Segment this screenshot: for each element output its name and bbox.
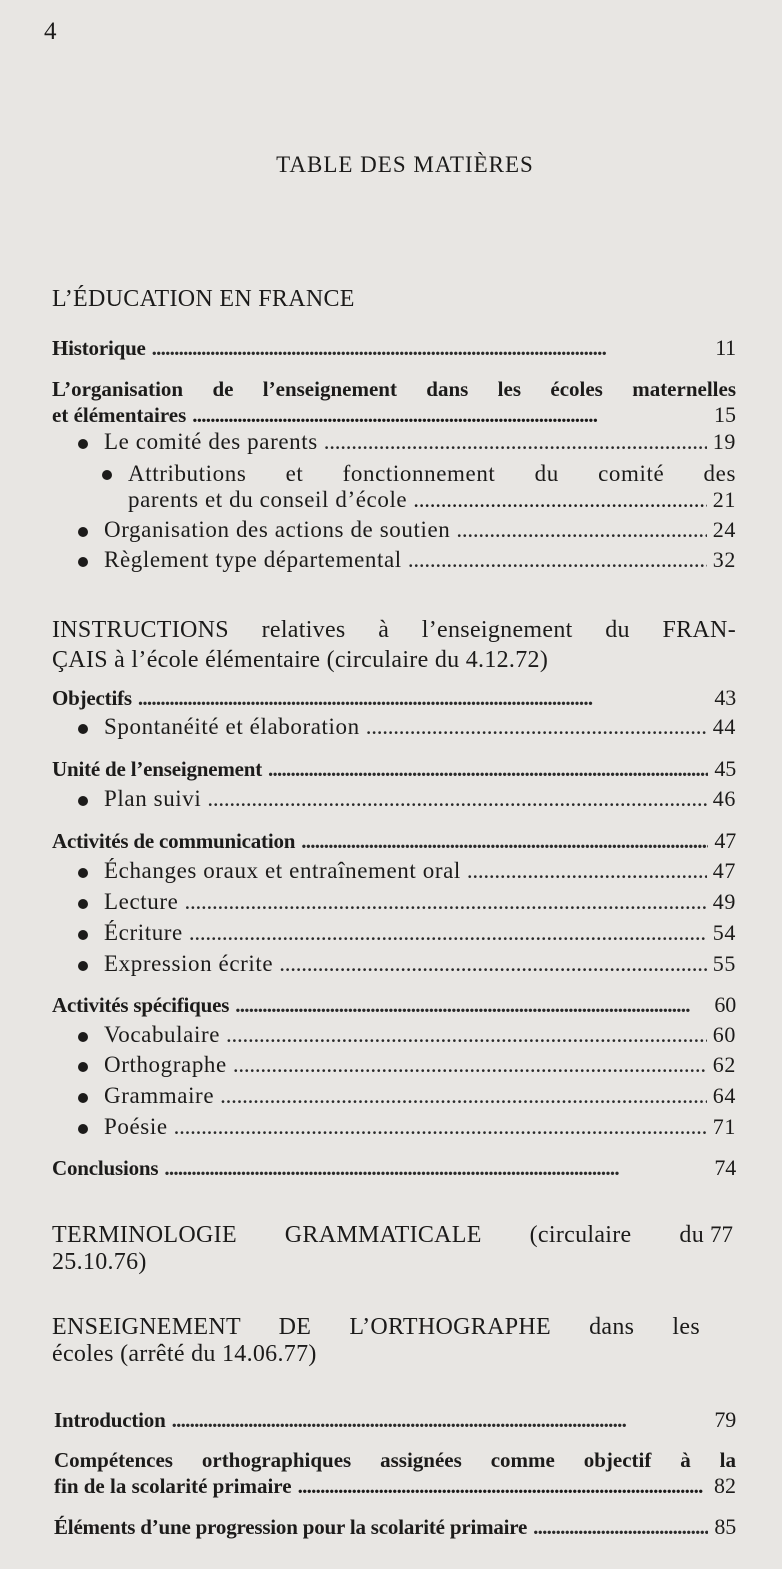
toc-label: Activités de communication xyxy=(52,829,296,853)
toc-page: 79 xyxy=(714,1407,736,1432)
toc-page: 32 xyxy=(712,547,736,572)
section-heading-terminologie[interactable] xyxy=(52,1220,704,1274)
toc-label-line1: Compétences orthographiques assignées comme objectif à la xyxy=(54,1448,736,1472)
toc-label-line1: Attributions et fonctionnement du comité des xyxy=(128,461,736,486)
leader-dots xyxy=(413,488,707,512)
bullet-icon xyxy=(78,527,88,537)
toc-label-line2: fin de la scolarité primaire xyxy=(54,1474,292,1498)
section-heading-orthographe xyxy=(52,1312,700,1366)
leader-dots xyxy=(366,712,707,742)
leader-dots xyxy=(456,515,706,545)
toc-entry-ecriture[interactable] xyxy=(104,918,736,948)
toc-entry-poesie[interactable] xyxy=(104,1112,736,1142)
toc-page: 43 xyxy=(714,685,736,710)
toc-entry-orthographe[interactable] xyxy=(104,1050,736,1080)
toc-page: 60 xyxy=(712,1022,736,1047)
leader-dots xyxy=(152,333,710,363)
bullet-icon xyxy=(78,557,88,567)
leader-dots xyxy=(235,990,708,1020)
bullet-icon xyxy=(78,961,88,971)
bullet-icon xyxy=(78,1093,88,1103)
toc-label: Lecture xyxy=(104,889,179,914)
toc-page: 44 xyxy=(712,714,736,739)
toc-page: 85 xyxy=(714,1514,736,1539)
toc-page: 11 xyxy=(715,335,736,360)
toc-label: Écriture xyxy=(104,920,183,945)
toc-entry-introduction[interactable] xyxy=(54,1405,736,1435)
section-heading-line2: écoles (arrêté du 14.06.77) xyxy=(52,1341,317,1367)
leader-dots xyxy=(184,887,706,917)
toc-label-line1: L’organisation de l’enseignement dans les écoles maternelles xyxy=(52,377,736,401)
section-heading-line1: TERMINOLOGIE GRAMMATICALE (circulaire du xyxy=(52,1222,704,1248)
section-heading-line2: 25.10.76) xyxy=(52,1249,147,1275)
section-heading-education: L’ÉDUCATION EN FRANCE xyxy=(52,286,355,312)
leader-dots xyxy=(192,403,708,427)
leader-dots xyxy=(138,683,709,713)
toc-label: Spontanéité et élaboration xyxy=(104,714,360,739)
toc-entry-communication[interactable] xyxy=(52,826,736,856)
toc-page: 24 xyxy=(712,517,736,542)
toc-entry-historique[interactable] xyxy=(52,333,736,363)
toc-label: Règlement type départemental xyxy=(104,547,402,572)
toc-label: Poésie xyxy=(104,1114,168,1139)
leader-dots xyxy=(298,1474,708,1498)
toc-entry-echanges[interactable] xyxy=(104,856,736,886)
toc-entry-reglement[interactable] xyxy=(104,545,736,575)
toc-label: Le comité des parents xyxy=(104,429,318,454)
toc-label: Organisation des actions de soutien xyxy=(104,517,451,542)
toc-entry-lecture[interactable] xyxy=(104,887,736,917)
toc-entry-specifiques[interactable] xyxy=(52,990,736,1020)
page-number: 4 xyxy=(44,18,57,45)
leader-dots xyxy=(207,784,706,814)
bullet-icon xyxy=(78,1032,88,1042)
leader-dots xyxy=(172,1405,709,1435)
leader-dots xyxy=(233,1050,707,1080)
leader-dots xyxy=(174,1112,707,1142)
toc-page: 45 xyxy=(714,756,736,781)
toc-page: 46 xyxy=(712,786,736,811)
toc-page: 19 xyxy=(712,429,736,454)
toc-entry-objectifs[interactable] xyxy=(52,683,736,713)
toc-label: Éléments d’une progression pour la scolarité primaire xyxy=(54,1515,528,1539)
toc-page: 47 xyxy=(714,828,736,853)
toc-label-line2: parents et du conseil d’école xyxy=(128,487,408,512)
bullet-icon xyxy=(78,1062,88,1072)
toc-label-line2: et élémentaires xyxy=(52,403,187,427)
toc-entry-expression[interactable] xyxy=(104,949,736,979)
toc-label: Historique xyxy=(52,336,146,360)
section-heading-line1: ENSEIGNEMENT DE L’ORTHOGRAPHE dans les xyxy=(52,1314,700,1340)
page-title: TABLE DES MATIÈRES xyxy=(276,152,534,177)
bullet-icon xyxy=(78,899,88,909)
toc-page: 74 xyxy=(714,1155,736,1180)
bullet-icon xyxy=(78,930,88,940)
toc-page: 64 xyxy=(712,1083,736,1108)
toc-entry-organisation[interactable] xyxy=(52,377,736,427)
toc-entry-unite[interactable] xyxy=(52,754,736,784)
bullet-icon xyxy=(78,796,88,806)
section-heading-line2: ÇAIS à l’école élémentaire (circulaire du 4.12.72) xyxy=(52,647,549,673)
section-heading-line1: INSTRUCTIONS relatives à l’enseignement du FRAN- xyxy=(52,617,736,643)
toc-label: Introduction xyxy=(54,1408,166,1432)
bullet-icon xyxy=(102,470,112,480)
leader-dots xyxy=(220,1081,707,1111)
toc-entry-elements[interactable] xyxy=(54,1512,736,1542)
leader-dots xyxy=(226,1020,707,1050)
toc-page: 62 xyxy=(712,1052,736,1077)
toc-label: Expression écrite xyxy=(104,951,274,976)
bullet-icon xyxy=(78,439,88,449)
leader-dots xyxy=(279,949,707,979)
toc-entry-grammaire[interactable] xyxy=(104,1081,736,1111)
toc-page: 15 xyxy=(714,402,736,427)
toc-page: 60 xyxy=(714,992,736,1017)
leader-dots xyxy=(408,545,707,575)
toc-page: 71 xyxy=(712,1114,736,1139)
toc-entry-comite[interactable] xyxy=(104,427,736,457)
toc-page: 55 xyxy=(712,951,736,976)
leader-dots xyxy=(301,826,708,856)
leader-dots xyxy=(533,1512,708,1542)
toc-label: Grammaire xyxy=(104,1083,215,1108)
toc-page: 54 xyxy=(712,920,736,945)
leader-dots xyxy=(324,427,707,457)
toc-entry-conclusions[interactable] xyxy=(52,1153,736,1183)
leader-dots xyxy=(189,918,707,948)
bullet-icon xyxy=(78,868,88,878)
leader-dots xyxy=(268,754,708,784)
toc-label: Vocabulaire xyxy=(104,1022,221,1047)
toc-entry-plan[interactable] xyxy=(104,784,736,814)
toc-page: 47 xyxy=(712,858,736,883)
toc-label: Conclusions xyxy=(52,1156,159,1180)
toc-entry-vocabulaire[interactable] xyxy=(104,1020,736,1050)
toc-label: Activités spécifiques xyxy=(52,993,230,1017)
bullet-icon xyxy=(78,724,88,734)
bullet-icon xyxy=(78,1124,88,1134)
toc-entry-competences[interactable] xyxy=(54,1448,736,1498)
toc-label: Échanges oraux et entraînement oral xyxy=(104,858,461,883)
section-heading-instructions xyxy=(52,615,736,675)
leader-dots xyxy=(164,1153,708,1183)
toc-page-terminologie: 77 xyxy=(710,1222,733,1247)
toc-label: Objectifs xyxy=(52,686,132,710)
toc-entry-spontaneite[interactable] xyxy=(104,712,736,742)
toc-page: 49 xyxy=(712,889,736,914)
toc-entry-attributions[interactable] xyxy=(128,462,736,512)
leader-dots xyxy=(467,856,707,886)
toc-label: Orthographe xyxy=(104,1052,227,1077)
toc-entry-soutien[interactable] xyxy=(104,515,736,545)
toc-label: Unité de l’enseignement xyxy=(52,757,263,781)
toc-label: Plan suivi xyxy=(104,786,202,811)
toc-page: 82 xyxy=(714,1473,736,1498)
toc-page: 21 xyxy=(712,487,736,512)
